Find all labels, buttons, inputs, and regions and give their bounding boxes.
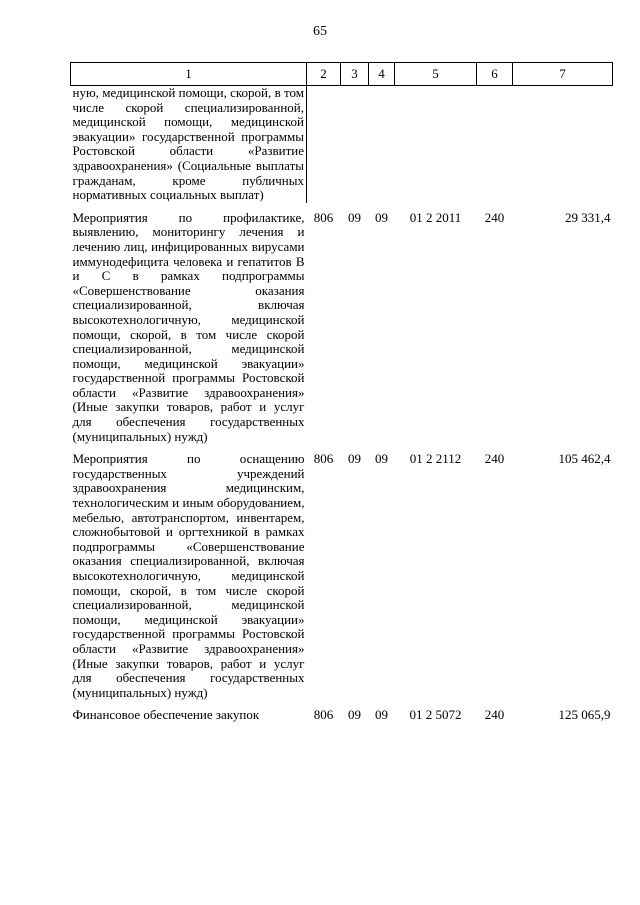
- row-admin-code: 806: [313, 707, 334, 723]
- row-expense-type: 240: [484, 209, 505, 225]
- table-header-row: [71, 63, 613, 86]
- row-expense-type: 240: [484, 707, 505, 723]
- table-row: [71, 86, 613, 203]
- row-description: Мероприятия по профилактике, выявлению, мониторингу лечения и лечению лиц, инфицированных вирусами иммунодефицита человека и гепатитов B и C в рамках подпрограммы «Совершенствование оказания специализированной, включая высокотехнологичную, медицинской помощи, скорой, в том числе скорой специализированной, медицинской помощи, медицинской эвакуации» государственной программы Ростовской области «Развитие здравоохранения» (Иные закупки товаров, работ и услуг для обеспечения государственных (муниципальных) нужд): [72, 209, 305, 444]
- row-admin-code: [307, 86, 341, 203]
- table-row: [71, 211, 613, 445]
- row-target-article: [395, 86, 477, 203]
- row-amount: [513, 86, 613, 203]
- row-subsection: [369, 86, 395, 203]
- row-subsection: 09: [375, 209, 388, 225]
- row-admin-code: 806: [313, 209, 334, 225]
- row-description: Мероприятия по оснащению государственных учреждений здравоохранения медицинским, технологическим и иным оборудованием, мебелью, автотранспортом, инвентарем, сложнобытовой и оргтехникой в рамках подпрограммы «Совершенствование оказания специализированной, включая высокотехнологичную, медицинской помощи, скорой, в том числе скорой специализированной, медицинской помощи, медицинской эвакуации» государственной программы Ростовской области «Развитие здравоохранения» (Иные закупки товаров, работ и услуг для обеспечения государственных (муниципальных) нужд): [72, 451, 305, 700]
- row-section: [341, 86, 369, 203]
- row-amount: 29 331,4: [565, 209, 611, 225]
- column-header: 2: [307, 63, 341, 86]
- budget-table: [70, 62, 613, 723]
- column-header: 5: [395, 63, 477, 86]
- row-description: Финансовое обеспечение закупок: [72, 707, 260, 723]
- row-subsection: 09: [375, 707, 388, 723]
- row-subsection: 09: [375, 451, 388, 467]
- row-admin-code: 806: [313, 451, 334, 467]
- row-description: ную, медицинской помощи, скорой, в том числе скорой специализированной, медицинской помощи, медицинской эвакуации» государственной программы Ростовской области «Развитие здравоохранения» (Социальные выплаты гражданам, кроме публичных нормативных социальных выплат): [71, 86, 307, 203]
- row-target-article: 01 2 5072: [409, 707, 462, 723]
- row-amount: 125 065,9: [558, 707, 611, 723]
- table-row: [71, 708, 613, 723]
- column-header: 7: [513, 63, 613, 86]
- row-section: 09: [348, 209, 361, 225]
- table-row: [71, 452, 613, 700]
- row-expense-type: [477, 86, 513, 203]
- page-number: 65: [313, 24, 327, 39]
- row-section: 09: [348, 707, 361, 723]
- row-target-article: 01 2 2011: [409, 209, 462, 225]
- column-header: 6: [477, 63, 513, 86]
- row-section: 09: [348, 451, 361, 467]
- row-amount: 105 462,4: [558, 451, 611, 467]
- column-header: 1: [71, 63, 307, 86]
- column-header: 4: [369, 63, 395, 86]
- column-header: 3: [341, 63, 369, 86]
- row-target-article: 01 2 2112: [409, 451, 462, 467]
- row-expense-type: 240: [484, 451, 505, 467]
